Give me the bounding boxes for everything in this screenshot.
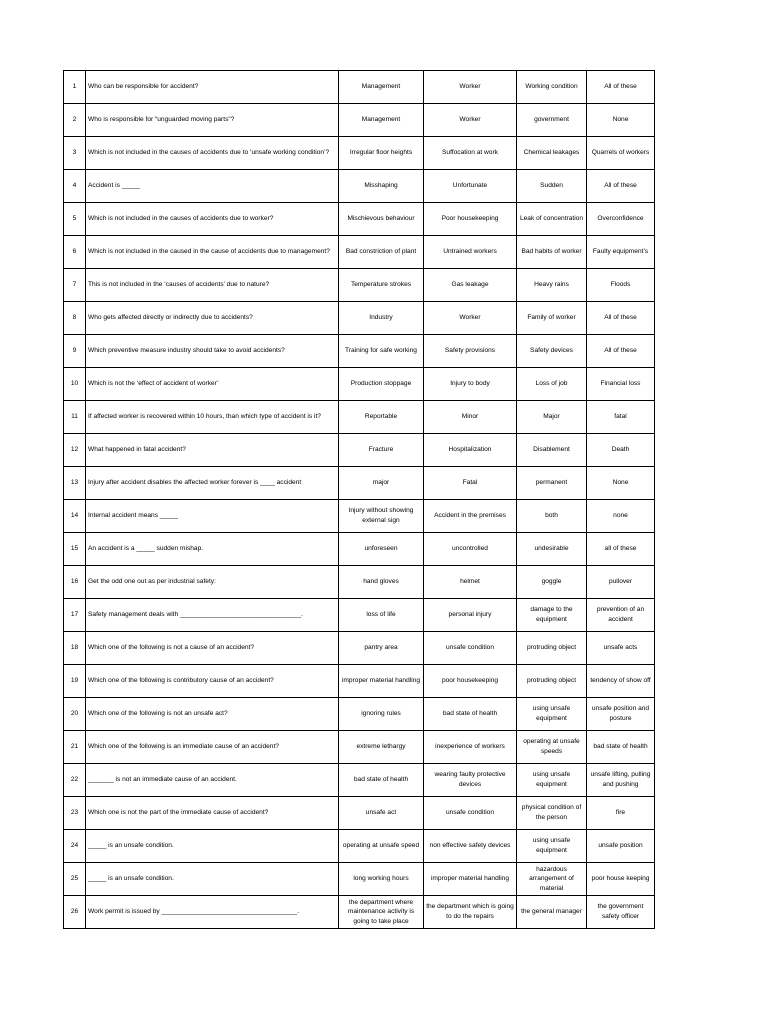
question-text: Which one of the following is not a cause of an accident? [86, 632, 339, 665]
question-text: Who can be responsible for accident? [86, 71, 339, 104]
question-text: Which one of the following is not an unsafe act? [86, 698, 339, 731]
question-number: 20 [64, 698, 86, 731]
option-b: Worker [424, 302, 517, 335]
question-text: Work permit is issued by _____________________________________. [86, 896, 339, 929]
question-text: _____ is an unsafe condition. [86, 830, 339, 863]
question-text: Which is not included in the causes of accidents due to worker? [86, 203, 339, 236]
option-b: Accident in the premises [424, 500, 517, 533]
option-b: Worker [424, 104, 517, 137]
option-a: Temperature strokes [339, 269, 424, 302]
question-number: 22 [64, 764, 86, 797]
table-row [64, 302, 655, 335]
option-b: Injury to body [424, 368, 517, 401]
option-a: Irregular floor heights [339, 137, 424, 170]
question-number: 25 [64, 863, 86, 896]
question-text: _____ is an unsafe condition. [86, 863, 339, 896]
option-b: poor housekeeping [424, 665, 517, 698]
question-number: 1 [64, 71, 86, 104]
option-b: personal injury [424, 599, 517, 632]
option-d: prevention of an accident [587, 599, 655, 632]
option-c: operating at unsafe speeds [517, 731, 587, 764]
table-row [64, 467, 655, 500]
option-c: the general manager [517, 896, 587, 929]
option-c: Sudden [517, 170, 587, 203]
option-c: protruding object [517, 665, 587, 698]
table-row [64, 236, 655, 269]
question-text: _______ is not an immediate cause of an accident. [86, 764, 339, 797]
question-text: An accident is a _____ sudden mishap. [86, 533, 339, 566]
option-a: loss of life [339, 599, 424, 632]
option-a: operating at unsafe speed [339, 830, 424, 863]
option-b: unsafe condition [424, 797, 517, 830]
option-a: the department where maintenance activity is going to take place [339, 896, 424, 929]
option-a: Misshaping [339, 170, 424, 203]
option-a: unforeseen [339, 533, 424, 566]
option-c: Safety devices [517, 335, 587, 368]
option-a: Mischievous behaviour [339, 203, 424, 236]
option-a: major [339, 467, 424, 500]
question-text: Who gets affected directly or indirectly due to accidents? [86, 302, 339, 335]
option-c: undesirable [517, 533, 587, 566]
option-d: unsafe lifting, pulling and pushing [587, 764, 655, 797]
option-b: Gas leakage [424, 269, 517, 302]
question-number: 15 [64, 533, 86, 566]
question-number: 12 [64, 434, 86, 467]
questions-table [63, 70, 655, 929]
question-text: Which is not the ‘effect of accident of worker’ [86, 368, 339, 401]
question-text: Internal accident means _____ [86, 500, 339, 533]
question-number: 21 [64, 731, 86, 764]
question-text: Which is not included in the causes of accidents due to ‘unsafe working condition’? [86, 137, 339, 170]
option-b: Unfortunate [424, 170, 517, 203]
question-text: Injury after accident disables the affected worker forever is ____ accident [86, 467, 339, 500]
option-b: inexperience of workers [424, 731, 517, 764]
option-b: Worker [424, 71, 517, 104]
option-b: Safety provisions [424, 335, 517, 368]
option-d: Floods [587, 269, 655, 302]
table-row [64, 104, 655, 137]
question-number: 3 [64, 137, 86, 170]
option-b: helmet [424, 566, 517, 599]
question-number: 13 [64, 467, 86, 500]
question-number: 14 [64, 500, 86, 533]
option-a: Reportable [339, 401, 424, 434]
question-text: If affected worker is recovered within 10 hours, than which type of accident is it? [86, 401, 339, 434]
option-a: Management [339, 71, 424, 104]
question-text: Which is not included in the caused in the cause of accidents due to management? [86, 236, 339, 269]
question-number: 9 [64, 335, 86, 368]
option-c: both [517, 500, 587, 533]
table-row [64, 731, 655, 764]
table-row [64, 566, 655, 599]
option-a: Fracture [339, 434, 424, 467]
option-c: using unsafe equipment [517, 764, 587, 797]
question-number: 16 [64, 566, 86, 599]
option-c: Chemical leakages [517, 137, 587, 170]
table-row [64, 698, 655, 731]
option-a: hand gloves [339, 566, 424, 599]
option-d: fire [587, 797, 655, 830]
option-a: long working hours [339, 863, 424, 896]
option-d: unsafe acts [587, 632, 655, 665]
option-d: fatal [587, 401, 655, 434]
question-text: Get the odd one out as per industrial safety: [86, 566, 339, 599]
option-c: Working condition [517, 71, 587, 104]
question-text: Which one is not the part of the immediate cause of accident? [86, 797, 339, 830]
option-d: Death [587, 434, 655, 467]
option-c: Bad habits of worker [517, 236, 587, 269]
question-number: 10 [64, 368, 86, 401]
option-c: damage to the equipment [517, 599, 587, 632]
question-text: This is not included in the ‘causes of accidents’ due to nature? [86, 269, 339, 302]
option-a: bad state of health [339, 764, 424, 797]
table-row [64, 434, 655, 467]
option-c: hazardous arrangement of material [517, 863, 587, 896]
question-text: Which one of the following is contributory cause of an accident? [86, 665, 339, 698]
option-a: Training for safe working [339, 335, 424, 368]
question-text: Who is responsible for “unguarded moving parts”? [86, 104, 339, 137]
option-a: improper material handling [339, 665, 424, 698]
option-d: poor house keeping [587, 863, 655, 896]
table-row [64, 170, 655, 203]
table-row [64, 269, 655, 302]
question-number: 6 [64, 236, 86, 269]
option-a: Management [339, 104, 424, 137]
table-row [64, 863, 655, 896]
table-row [64, 71, 655, 104]
option-b: bad state of health [424, 698, 517, 731]
option-d: Financial loss [587, 368, 655, 401]
option-a: Production stoppage [339, 368, 424, 401]
option-c: Family of worker [517, 302, 587, 335]
option-b: unsafe condition [424, 632, 517, 665]
option-c: government [517, 104, 587, 137]
option-d: the government safety officer [587, 896, 655, 929]
option-c: Loss of job [517, 368, 587, 401]
option-c: using unsafe equipment [517, 698, 587, 731]
question-number: 5 [64, 203, 86, 236]
option-a: pantry area [339, 632, 424, 665]
question-number: 23 [64, 797, 86, 830]
questions-table-body [64, 71, 655, 929]
question-number: 17 [64, 599, 86, 632]
option-a: unsafe act [339, 797, 424, 830]
option-b: non effective safety devices [424, 830, 517, 863]
option-b: Fatal [424, 467, 517, 500]
option-d: tendency of show off [587, 665, 655, 698]
option-d: unsafe position and posture [587, 698, 655, 731]
table-row [64, 632, 655, 665]
option-a: Injury without showing external sign [339, 500, 424, 533]
table-row [64, 533, 655, 566]
question-number: 7 [64, 269, 86, 302]
option-a: ignoring rules [339, 698, 424, 731]
question-text: What happened in fatal accident? [86, 434, 339, 467]
option-d: All of these [587, 302, 655, 335]
option-b: the department which is going to do the repairs [424, 896, 517, 929]
option-d: none [587, 500, 655, 533]
option-d: pullover [587, 566, 655, 599]
option-b: Minor [424, 401, 517, 434]
option-b: Suffocation at work [424, 137, 517, 170]
option-c: goggle [517, 566, 587, 599]
option-b: Poor housekeeping [424, 203, 517, 236]
option-c: permanent [517, 467, 587, 500]
option-d: All of these [587, 335, 655, 368]
table-row [64, 500, 655, 533]
option-b: wearing faulty protective devices [424, 764, 517, 797]
option-d: Overconfidence [587, 203, 655, 236]
question-text: Which one of the following is an immediate cause of an accident? [86, 731, 339, 764]
table-row [64, 335, 655, 368]
table-row [64, 665, 655, 698]
question-text: Which preventive measure industry should take to avoid accidents? [86, 335, 339, 368]
option-c: Leak of concentration [517, 203, 587, 236]
question-number: 2 [64, 104, 86, 137]
option-b: Untrained workers [424, 236, 517, 269]
table-row [64, 137, 655, 170]
option-d: unsafe position [587, 830, 655, 863]
option-a: extreme lethargy [339, 731, 424, 764]
option-d: Quarrels of workers [587, 137, 655, 170]
question-number: 26 [64, 896, 86, 929]
option-c: protruding object [517, 632, 587, 665]
question-text: Accident is _____ [86, 170, 339, 203]
table-row [64, 401, 655, 434]
question-number: 11 [64, 401, 86, 434]
option-b: improper material handling [424, 863, 517, 896]
table-row [64, 764, 655, 797]
option-c: Major [517, 401, 587, 434]
option-a: Industry [339, 302, 424, 335]
option-d: None [587, 104, 655, 137]
option-c: physical condition of the person [517, 797, 587, 830]
question-number: 4 [64, 170, 86, 203]
option-d: None [587, 467, 655, 500]
table-row [64, 599, 655, 632]
option-d: All of these [587, 170, 655, 203]
option-d: bad state of health [587, 731, 655, 764]
option-c: Disablement [517, 434, 587, 467]
table-row [64, 896, 655, 929]
option-d: all of these [587, 533, 655, 566]
option-d: All of these [587, 71, 655, 104]
option-c: using unsafe equipment [517, 830, 587, 863]
option-d: Faulty equipment’s [587, 236, 655, 269]
table-row [64, 203, 655, 236]
question-number: 8 [64, 302, 86, 335]
option-b: uncontrolled [424, 533, 517, 566]
table-row [64, 797, 655, 830]
question-text: Safety management deals with _________________________________. [86, 599, 339, 632]
question-number: 19 [64, 665, 86, 698]
option-a: Bad constriction of plant [339, 236, 424, 269]
question-number: 18 [64, 632, 86, 665]
question-number: 24 [64, 830, 86, 863]
option-c: Heavy rains [517, 269, 587, 302]
option-b: Hospitalization [424, 434, 517, 467]
table-row [64, 368, 655, 401]
table-row [64, 830, 655, 863]
